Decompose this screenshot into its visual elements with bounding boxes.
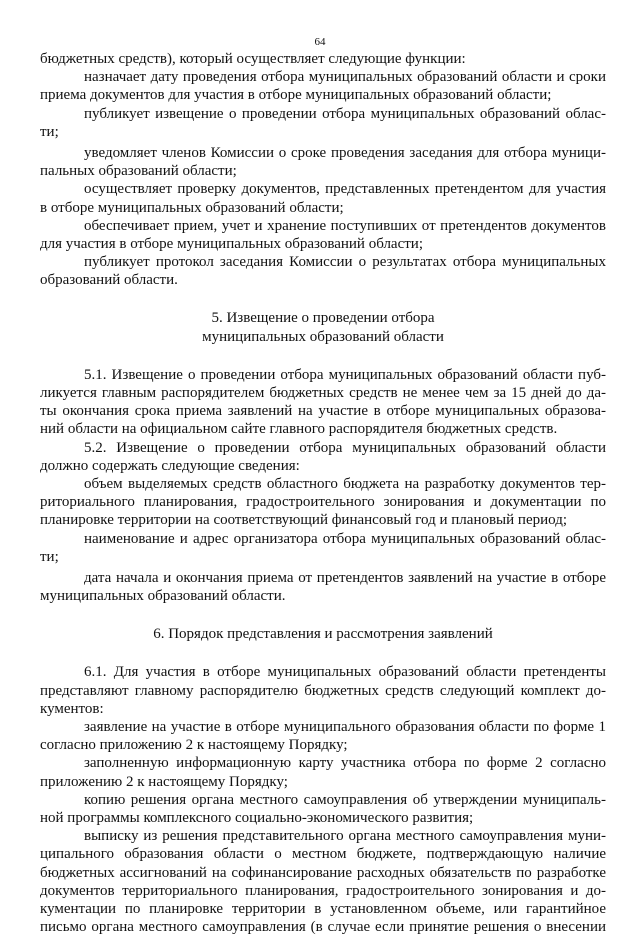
text-line: уведомляет членов Комиссии о сроке проведения заседания для отбора муници-	[84, 144, 606, 161]
text-line: обеспечивает прием, учет и хранение поступивших от претендентов документов	[84, 217, 606, 234]
text-line: ципального образования области о местном бюджете, подтверждающую наличие	[40, 846, 606, 863]
text-line: кументации по планировке территории в установленном объеме, или гарантийное	[40, 900, 606, 917]
text-line: копию решения органа местного самоуправления об утверждении муниципаль-	[84, 791, 606, 808]
text-line: публикует извещение о проведении отбора муниципальных образований облас-	[84, 105, 606, 122]
text-line: планировке территории на соответствующий финансовый год и плановый период;	[40, 512, 567, 529]
text-line: согласно приложению 2 к настоящему Порядку;	[40, 737, 348, 754]
text-line: ликуется главным распорядителем бюджетных средств не менее чем за 15 дней до да-	[40, 385, 606, 401]
text-line: бюджетных средств), который осуществляет следующие функции:	[40, 51, 466, 67]
spacer	[40, 346, 606, 366]
section-heading-line: муниципальных образований области	[202, 328, 444, 345]
text-line: письмо органа местного самоуправления (в случае если принятие решения о внесении	[40, 919, 606, 936]
document-body	[40, 50, 606, 936]
text-line: муниципальных образований области.	[40, 588, 286, 605]
text-line: риториального планирования, градостроительного зонирования и документации по	[40, 494, 606, 511]
text-line: образований области.	[40, 272, 178, 289]
text-line: документов территориального планирования, градостроительного зонирования и до-	[40, 882, 606, 899]
text-line: приложению 2 к настоящему Порядку;	[40, 773, 288, 790]
text-line: в отборе муниципальных образований области;	[40, 199, 344, 216]
text-line: ти;	[40, 548, 59, 565]
text-line: ти;	[40, 123, 59, 140]
text-line: назначает дату проведения отбора муниципальных образований области и сроки	[84, 69, 606, 86]
text-line: 5.1. Извещение о проведении отбора муниципальных образований области пуб-	[84, 366, 606, 383]
text-line: приема документов для участия в отборе муниципальных образований области;	[40, 87, 552, 104]
text-line: бюджетных ассигнований на софинансирование расходных обязательств по разработке	[40, 864, 606, 881]
text-line: объем выделяемых средств областного бюджета на разработку документов тер-	[84, 475, 606, 492]
text-line: кументов:	[40, 700, 104, 717]
text-line: представляют главному распорядителю бюджетных средств следующий комплект до-	[40, 682, 606, 699]
spacer	[40, 289, 606, 309]
section-heading-line: 6. Порядок представления и рассмотрения заявлений	[153, 626, 493, 643]
spacer	[40, 643, 606, 663]
text-line: ний области на официальном сайте главного распорядителя бюджетных средств.	[40, 421, 558, 438]
text-line: заявление на участие в отборе муниципального образования области по форме 1	[84, 719, 606, 735]
text-line: заполненную информационную карту участника отбора по форме 2 согласно	[84, 755, 606, 772]
text-line: публикует протокол заседания Комиссии о результатах отбора муниципальных	[84, 254, 606, 271]
spacer	[40, 605, 606, 625]
text-line: пальных образований области;	[40, 163, 237, 180]
text-line: ной программы комплексного социально-экономического развития;	[40, 809, 474, 826]
text-line: для участия в отборе муниципальных образований области;	[40, 235, 423, 252]
text-line: осуществляет проверку документов, представленных претендентом для участия	[84, 181, 606, 198]
text-line: 5.2. Извещение о проведении отбора муниципальных образований области	[84, 439, 606, 456]
section-heading-line: 5. Извещение о проведении отбора	[211, 310, 435, 327]
text-line: выписку из решения представительного органа местного самоуправления муни-	[84, 828, 606, 845]
text-line: ты окончания срока приема заявлений на участие в отборе муниципальных образова-	[40, 403, 606, 420]
page-number: 64	[314, 36, 326, 48]
text-line: должно содержать следующие сведения:	[40, 457, 300, 474]
text-line: 6.1. Для участия в отборе муниципальных образований области претенденты	[84, 664, 606, 681]
text-line: дата начала и окончания приема от претендентов заявлений на участие в отборе	[84, 569, 606, 586]
text-line: наименование и адрес организатора отбора муниципальных образований облас-	[84, 530, 606, 547]
